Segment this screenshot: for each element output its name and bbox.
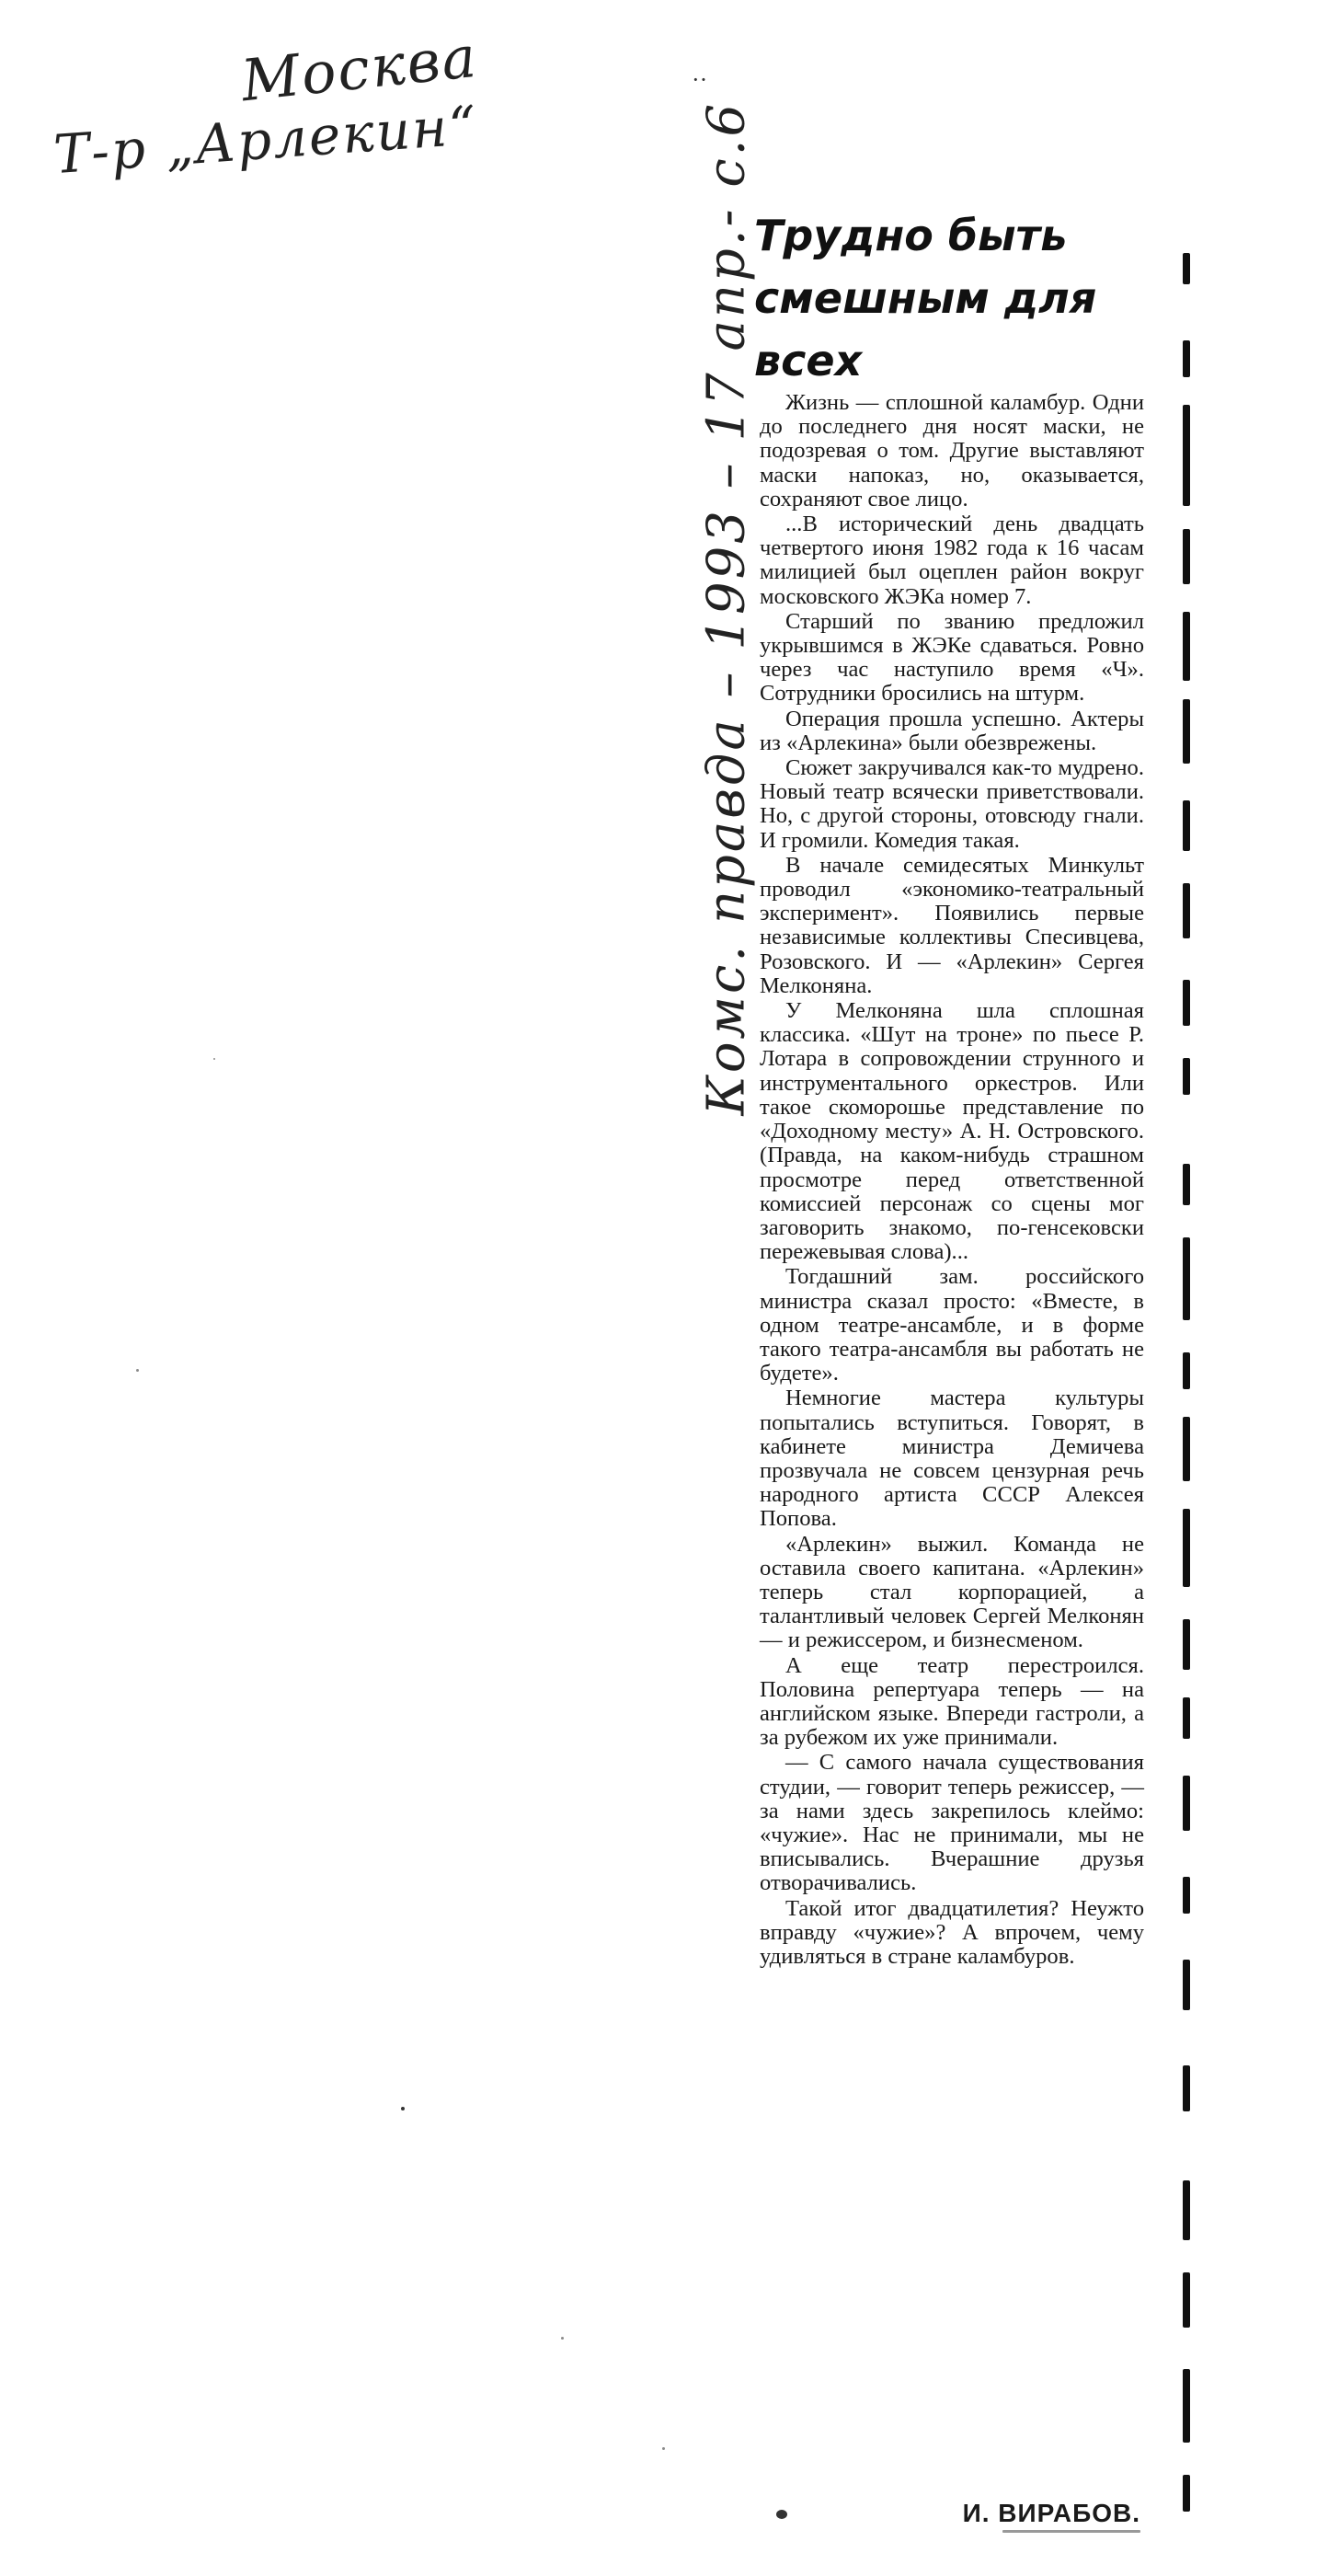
scan-speck	[662, 2447, 665, 2450]
scan-edge-mark	[1183, 2369, 1190, 2443]
handwritten-theatre-note: Т-р „Арлекин“	[52, 93, 480, 187]
scan-speck	[776, 2510, 787, 2519]
scan-speck	[1002, 2530, 1140, 2533]
handwritten-source-note: Комс. правда – 1993 – 17 апр.- с.6	[696, 100, 757, 1116]
scan-edge-mark	[1183, 2180, 1190, 2240]
scan-edge-mark	[1183, 1960, 1190, 2010]
scan-edge-mark	[1183, 1619, 1190, 1670]
article-paragraph: Такой итог двадцатилетия? Неужто вправду «чужие»? А впрочем, чему удивляться в стране каламбуров.	[760, 1895, 1144, 1969]
scan-edge-mark	[1183, 1352, 1190, 1389]
scan-edge-mark	[1183, 980, 1190, 1026]
scan-edge-mark	[1183, 699, 1190, 764]
scan-edge-mark	[1183, 1509, 1190, 1587]
article-paragraph: Старший по званию предложил укрывшимся в ЖЭКе сдаваться. Ровно через час наступило время «Ч». Сотрудники бросились на штурм.	[760, 608, 1144, 707]
scan-edge-mark	[1183, 529, 1190, 584]
article-paragraph: ...В исторический день двадцать четвертого июня 1982 года к 16 часам милицией был оцеплен район вокруг московского ЖЭКа номер 7.	[760, 512, 1144, 609]
scan-speck	[136, 1369, 139, 1372]
article-body	[760, 391, 1144, 1970]
article-headline: Трудно быть смешным для всех	[754, 211, 1097, 385]
article-paragraph: «Арлекин» выжил. Команда не оставила своего капитана. «Арлекин» теперь стал корпорацией, а талантливый человек Сергей Мелконян — и режиссером, и бизнесменом.	[760, 1531, 1144, 1653]
scan-speck	[213, 1058, 215, 1060]
scan-edge-mark	[1183, 1058, 1190, 1095]
scan-edge-mark	[1183, 1877, 1190, 1914]
scan-edge-mark	[1183, 800, 1190, 851]
scan-edge-mark	[1183, 2272, 1190, 2328]
scan-edge-mark	[1183, 612, 1190, 681]
scan-edge-mark	[1183, 2065, 1190, 2111]
scan-mark: ··	[692, 66, 708, 93]
scan-edge-mark	[1183, 1697, 1190, 1739]
article-paragraph: Жизнь — сплошной каламбур. Одни до последнего дня носят маски, не подозревая о том. Другие выставляют маски напоказ, но, оказывается, сохраняют свое лицо.	[760, 390, 1144, 512]
scan-speck	[561, 2337, 564, 2340]
scan-edge-mark	[1183, 253, 1190, 284]
scan-edge-mark	[1183, 1776, 1190, 1831]
article-paragraph: В начале семидесятых Минкульт проводил «экономико-театральный эксперимент». Появились первые независимые коллективы Спесивцева, Розовского. И — «Арлекин» Сергея Мелконяна.	[760, 852, 1144, 998]
scan-speck	[401, 2107, 405, 2110]
scan-edge-mark	[1183, 1417, 1190, 1481]
article-paragraph: Операция прошла успешно. Актеры из «Арлекина» были обезврежены.	[760, 706, 1144, 755]
article-paragraph: Немногие мастера культуры попытались вступиться. Говорят, в кабинете министра Демичева прозвучала не совсем цензурная речь народного артиста СССР Алексея Попова.	[760, 1386, 1144, 1532]
article-paragraph: Тогдашний зам. российского министра сказал просто: «Вместе, в одном театре-ансамбле, и в форме такого театра-ансамбля вы работать не будете».	[760, 1264, 1144, 1386]
handwritten-city-note: Москва	[237, 22, 481, 115]
article-paragraph: — С самого начала существования студии, — говорит теперь режиссер, — за нами здесь закрепилось клеймо: «чужие». Нас не принимали, мы не вписывались. Вчерашние друзья отворачивались.	[760, 1750, 1144, 1896]
scan-edge-mark	[1183, 340, 1190, 377]
scan-edge-mark	[1183, 883, 1190, 938]
article-byline: И. ВИРАБОВ.	[962, 2499, 1140, 2527]
scan-edge-mark	[1183, 405, 1190, 506]
scan-edge-mark	[1183, 1164, 1190, 1205]
article-paragraph: Сюжет закручивался как-то мудрено. Новый театр всячески приветствовали. Но, с другой стороны, отовсюду гнали. И громили. Комедия такая.	[760, 755, 1144, 853]
article-paragraph: У Мелконяна шла сплошная классика. «Шут на троне» по пьесе Р. Лотара в сопровождении струнного и инструментального оркестров. Или такое скоморошье представление по «Доходному месту» А. Н. Островского. (Правда, на каком-нибудь страшном просмотре перед ответственной комиссией персонаж со сцены мог заговорить знакомо, по-генсековски пережевывая слова)...	[760, 998, 1144, 1265]
article-paragraph: А еще театр перестроился. Половина репертуара теперь — на английском языке. Впереди гастроли, а за рубежом их уже принимали.	[760, 1652, 1144, 1751]
scan-edge-mark	[1183, 1237, 1190, 1320]
scan-edge-mark	[1183, 2475, 1190, 2512]
